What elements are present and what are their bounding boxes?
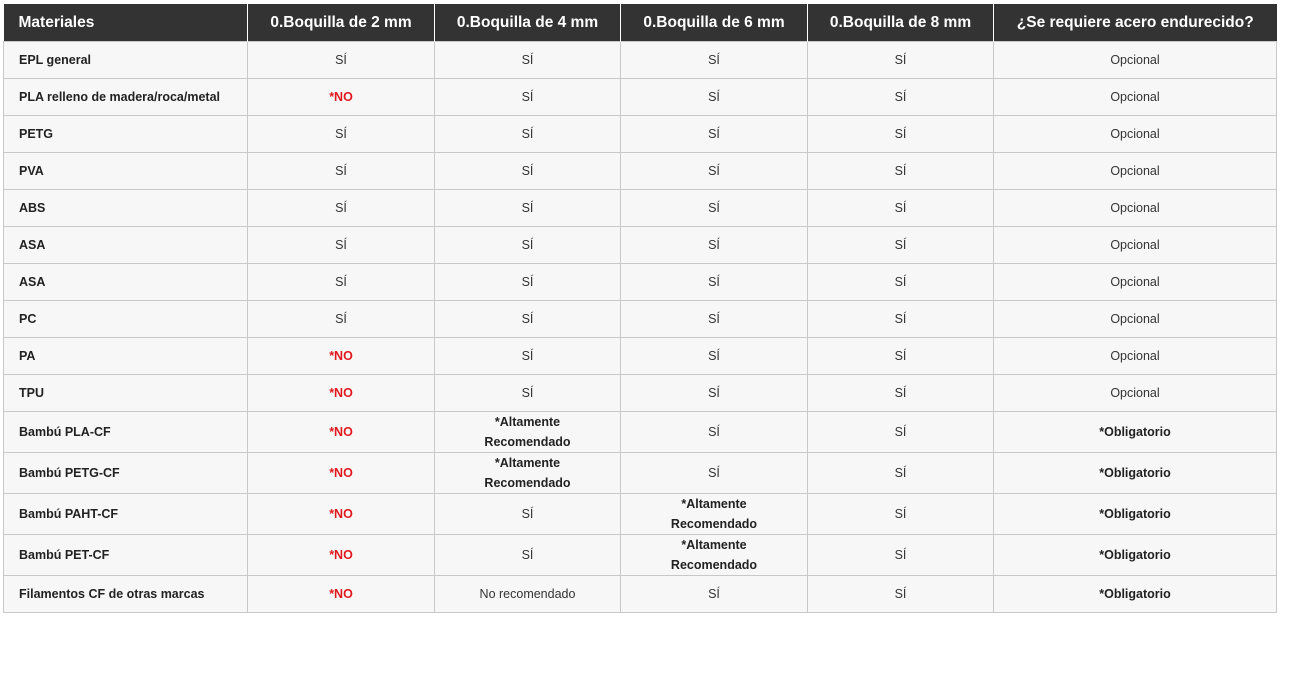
table-row — [4, 453, 1277, 494]
nozzle-4mm-cell: SÍ — [435, 153, 621, 190]
hardened-steel-cell: Opcional — [994, 153, 1277, 190]
header-nozzle-2mm: 0.Boquilla de 2 mm — [248, 4, 435, 42]
nozzle-2mm-cell: *NO — [248, 79, 435, 116]
material-cell: TPU — [4, 375, 248, 412]
material-cell: PC — [4, 301, 248, 338]
header-nozzle-6mm: 0.Boquilla de 6 mm — [621, 4, 808, 42]
nozzle-2mm-cell: *NO — [248, 375, 435, 412]
hardened-steel-cell: Opcional — [994, 264, 1277, 301]
header-hardened-steel: ¿Se requiere acero endurecido? — [994, 4, 1277, 42]
hardened-steel-cell: *Obligatorio — [994, 412, 1277, 453]
nozzle-4mm-cell: *Altamente Recomendado — [435, 412, 621, 453]
material-cell: Bambú PAHT-CF — [4, 494, 248, 535]
nozzle-8mm-cell: SÍ — [808, 576, 994, 613]
nozzle-2mm-cell: *NO — [248, 535, 435, 576]
nozzle-8mm-cell: SÍ — [808, 153, 994, 190]
nozzle-2mm-cell: SÍ — [248, 116, 435, 153]
nozzle-8mm-cell: SÍ — [808, 453, 994, 494]
table-row — [4, 576, 1277, 613]
nozzle-4mm-cell: SÍ — [435, 116, 621, 153]
nozzle-2mm-cell: SÍ — [248, 264, 435, 301]
material-cell: ASA — [4, 227, 248, 264]
nozzle-4mm-cell: SÍ — [435, 301, 621, 338]
hardened-steel-cell: *Obligatorio — [994, 576, 1277, 613]
nozzle-compatibility-table-wrapper — [3, 4, 1276, 613]
nozzle-6mm-cell: SÍ — [621, 453, 808, 494]
nozzle-4mm-cell: SÍ — [435, 190, 621, 227]
nozzle-8mm-cell: SÍ — [808, 42, 994, 79]
table-body — [4, 42, 1277, 613]
nozzle-2mm-cell: *NO — [248, 453, 435, 494]
nozzle-6mm-cell: SÍ — [621, 375, 808, 412]
nozzle-4mm-cell: No recomendado — [435, 576, 621, 613]
hardened-steel-cell: Opcional — [994, 116, 1277, 153]
nozzle-6mm-cell: SÍ — [621, 576, 808, 613]
table-row — [4, 190, 1277, 227]
nozzle-8mm-cell: SÍ — [808, 412, 994, 453]
material-cell: Bambú PETG-CF — [4, 453, 248, 494]
nozzle-8mm-cell: SÍ — [808, 116, 994, 153]
nozzle-4mm-cell: SÍ — [435, 494, 621, 535]
nozzle-8mm-cell: SÍ — [808, 535, 994, 576]
nozzle-8mm-cell: SÍ — [808, 227, 994, 264]
table-header-row — [4, 4, 1277, 42]
material-cell: Bambú PLA-CF — [4, 412, 248, 453]
nozzle-4mm-cell: SÍ — [435, 79, 621, 116]
hardened-steel-cell: Opcional — [994, 375, 1277, 412]
nozzle-6mm-cell: SÍ — [621, 79, 808, 116]
hardened-steel-cell: *Obligatorio — [994, 453, 1277, 494]
hardened-steel-cell: Opcional — [994, 338, 1277, 375]
nozzle-6mm-cell: SÍ — [621, 227, 808, 264]
header-materials: Materiales — [4, 4, 248, 42]
material-cell: Bambú PET-CF — [4, 535, 248, 576]
nozzle-6mm-cell: SÍ — [621, 338, 808, 375]
nozzle-6mm-cell: SÍ — [621, 301, 808, 338]
nozzle-8mm-cell: SÍ — [808, 190, 994, 227]
nozzle-4mm-cell: SÍ — [435, 338, 621, 375]
nozzle-6mm-cell: SÍ — [621, 412, 808, 453]
nozzle-4mm-cell: SÍ — [435, 535, 621, 576]
nozzle-8mm-cell: SÍ — [808, 79, 994, 116]
hardened-steel-cell: Opcional — [994, 190, 1277, 227]
material-cell: ABS — [4, 190, 248, 227]
table-row — [4, 153, 1277, 190]
material-cell: Filamentos CF de otras marcas — [4, 576, 248, 613]
hardened-steel-cell: Opcional — [994, 227, 1277, 264]
nozzle-4mm-cell: SÍ — [435, 264, 621, 301]
nozzle-6mm-cell: SÍ — [621, 153, 808, 190]
table-row — [4, 375, 1277, 412]
table-row — [4, 494, 1277, 535]
table-row — [4, 535, 1277, 576]
nozzle-8mm-cell: SÍ — [808, 301, 994, 338]
nozzle-8mm-cell: SÍ — [808, 338, 994, 375]
hardened-steel-cell: Opcional — [994, 301, 1277, 338]
material-cell: PVA — [4, 153, 248, 190]
nozzle-8mm-cell: SÍ — [808, 375, 994, 412]
material-cell: PA — [4, 338, 248, 375]
nozzle-2mm-cell: SÍ — [248, 227, 435, 264]
table-row — [4, 338, 1277, 375]
nozzle-6mm-cell: SÍ — [621, 190, 808, 227]
nozzle-8mm-cell: SÍ — [808, 264, 994, 301]
nozzle-2mm-cell: *NO — [248, 412, 435, 453]
hardened-steel-cell: *Obligatorio — [994, 494, 1277, 535]
nozzle-2mm-cell: SÍ — [248, 190, 435, 227]
material-cell: PLA relleno de madera/roca/metal — [4, 79, 248, 116]
nozzle-8mm-cell: SÍ — [808, 494, 994, 535]
nozzle-6mm-cell: SÍ — [621, 116, 808, 153]
table-row — [4, 79, 1277, 116]
material-cell: ASA — [4, 264, 248, 301]
nozzle-4mm-cell: SÍ — [435, 42, 621, 79]
header-nozzle-8mm: 0.Boquilla de 8 mm — [808, 4, 994, 42]
nozzle-6mm-cell: SÍ — [621, 42, 808, 79]
nozzle-2mm-cell: *NO — [248, 338, 435, 375]
nozzle-2mm-cell: *NO — [248, 576, 435, 613]
nozzle-2mm-cell: SÍ — [248, 42, 435, 79]
nozzle-6mm-cell: *Altamente Recomendado — [621, 535, 808, 576]
material-cell: EPL general — [4, 42, 248, 79]
nozzle-4mm-cell: *Altamente Recomendado — [435, 453, 621, 494]
table-row — [4, 116, 1277, 153]
hardened-steel-cell: Opcional — [994, 42, 1277, 79]
nozzle-compatibility-table — [3, 4, 1277, 613]
table-row — [4, 42, 1277, 79]
table-row — [4, 264, 1277, 301]
table-row — [4, 301, 1277, 338]
nozzle-4mm-cell: SÍ — [435, 227, 621, 264]
hardened-steel-cell: *Obligatorio — [994, 535, 1277, 576]
header-nozzle-4mm: 0.Boquilla de 4 mm — [435, 4, 621, 42]
material-cell: PETG — [4, 116, 248, 153]
hardened-steel-cell: Opcional — [994, 79, 1277, 116]
nozzle-6mm-cell: *Altamente Recomendado — [621, 494, 808, 535]
nozzle-2mm-cell: SÍ — [248, 153, 435, 190]
nozzle-4mm-cell: SÍ — [435, 375, 621, 412]
table-row — [4, 227, 1277, 264]
nozzle-2mm-cell: *NO — [248, 494, 435, 535]
table-row — [4, 412, 1277, 453]
nozzle-2mm-cell: SÍ — [248, 301, 435, 338]
nozzle-6mm-cell: SÍ — [621, 264, 808, 301]
